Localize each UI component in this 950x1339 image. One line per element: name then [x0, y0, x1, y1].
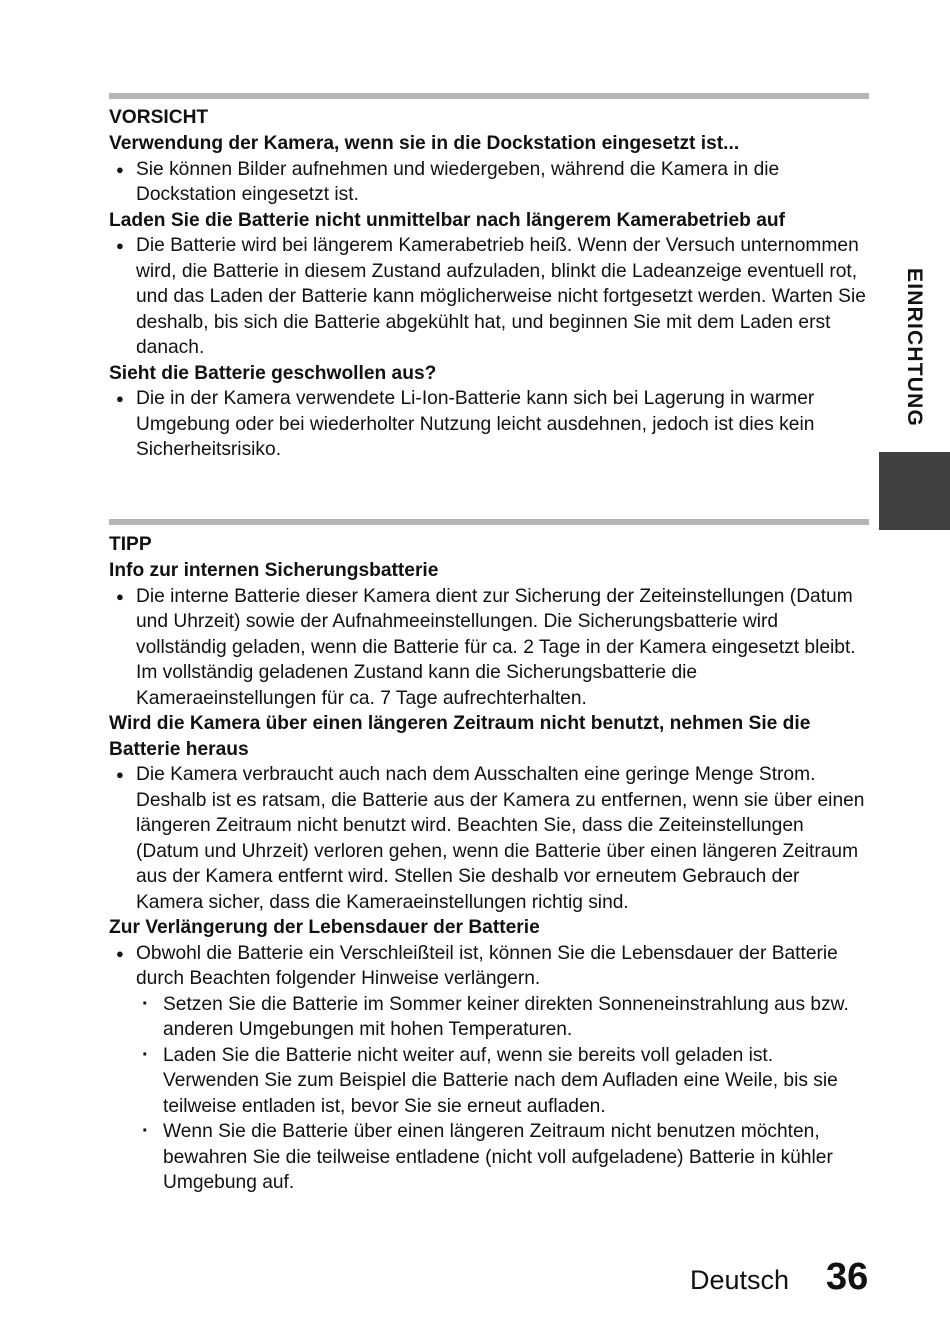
vorsicht-heading-dockstation: Verwendung der Kamera, wenn sie in die Dockstation eingesetzt ist...: [109, 133, 740, 154]
tipp-subbullet-sommer: · Setzen Sie die Batterie im Sommer keiner direkten Sonneneinstrahlung aus bzw. anderen Umgebungen mit hohen Temperaturen.: [109, 992, 869, 1043]
page-number: 36: [826, 1256, 869, 1298]
tipp-title: TIPP: [109, 534, 152, 555]
tipp-heading-lebensdauer: Zur Verlängerung der Lebensdauer der Batterie: [109, 917, 540, 938]
tipp-heading-nicht-benutzt: Wird die Kamera über einen längeren Zeitraum nicht benutzt, nehmen Sie die Batterie heraus: [109, 713, 811, 760]
side-tab-label: EINRICHTUNG: [903, 268, 926, 428]
footer-language: Deutsch: [690, 1265, 790, 1295]
vorsicht-bullet-laden: ● Die Batterie wird bei längerem Kamerabetrieb heiß. Wenn der Versuch unternommen wird, die Batterie in diesem Zustand aufzuladen, blinkt die Ladeanzeige eventuell rot, und das Laden der Batterie kann möglicherweise nicht fortgesetzt werden. Warten Sie deshalb, bis sich die Batterie abgekühlt hat, und beginnen Sie mit dem Laden erst danach.: [109, 233, 869, 361]
vorsicht-section: [109, 105, 869, 463]
tipp-bullet-nicht-benutzt: ● Die Kamera verbraucht auch nach dem Ausschalten eine geringe Menge Strom. Deshalb ist es ratsam, die Batterie aus der Kamera zu entfernen, wenn sie über einen längeren Zeitraum nicht benutzt wird. Beachten Sie, dass die Zeiteinstellungen (Datum und Uhrzeit) verloren gehen, wenn die Batterie über einen längeren Zeitraum aus der Kamera entfernt wird. Stellen Sie deshalb vor erneutem Gebrauch der Kamera sicher, dass die Kameraeinstellungen richtig sind.: [109, 762, 869, 915]
tipp-divider: [109, 519, 869, 525]
tipp-subbullet-voll-geladen: · Laden Sie die Batterie nicht weiter auf, wenn sie bereits voll geladen ist. Verwenden Sie zum Beispiel die Batterie nach dem Aufladen eine Weile, bis sie teilweise entladen ist, bevor Sie sie erneut aufladen.: [109, 1043, 869, 1120]
tipp-bullet-lebensdauer: ● Obwohl die Batterie ein Verschleißteil ist, können Sie die Lebensdauer der Batterie durch Beachten folgender Hinweise verlängern.: [109, 941, 869, 992]
vorsicht-bullet-dockstation: ● Sie können Bilder aufnehmen und wiedergeben, während die Kamera in die Dockstation eingesetzt ist.: [109, 157, 869, 208]
vorsicht-heading-laden: Laden Sie die Batterie nicht unmittelbar nach längerem Kamerabetrieb auf: [109, 209, 786, 231]
tipp-subbullet-lagerung: · Wenn Sie die Batterie über einen längeren Zeitraum nicht benutzen möchten, bewahren Sie die teilweise entladene (nicht voll aufgeladene) Batterie in kühler Umgebung auf.: [109, 1119, 869, 1196]
tipp-heading-sicherungsbatterie: Info zur internen Sicherungsbatterie: [109, 560, 439, 581]
tipp-bullet-sicherungsbatterie: ● Die interne Batterie dieser Kamera dient zur Sicherung der Zeiteinstellungen (Datum und Uhrzeit) sowie der Aufnahmeeinstellungen. Die Sicherungsbatterie wird vollständig geladen, wenn die Batterie für ca. 2 Tage in der Kamera eingesetzt bleibt. Im vollständig geladenen Zustand kann die Sicherungsbatterie die Kameraeinstellungen für ca. 7 Tage aufrechterhalten.: [109, 584, 869, 712]
vorsicht-divider: [109, 93, 869, 99]
side-tab-marker: [879, 452, 950, 530]
vorsicht-heading-geschwollen: Sieht die Batterie geschwollen aus?: [109, 362, 437, 384]
tipp-section: [109, 532, 869, 1196]
vorsicht-bullet-geschwollen: ● Die in der Kamera verwendete Li-Ion-Batterie kann sich bei Lagerung in warmer Umgebung oder bei wiederholter Nutzung leicht ausdehnen, jedoch ist dies kein Sicherheitsrisiko.: [109, 386, 869, 463]
vorsicht-title: VORSICHT: [109, 107, 209, 128]
